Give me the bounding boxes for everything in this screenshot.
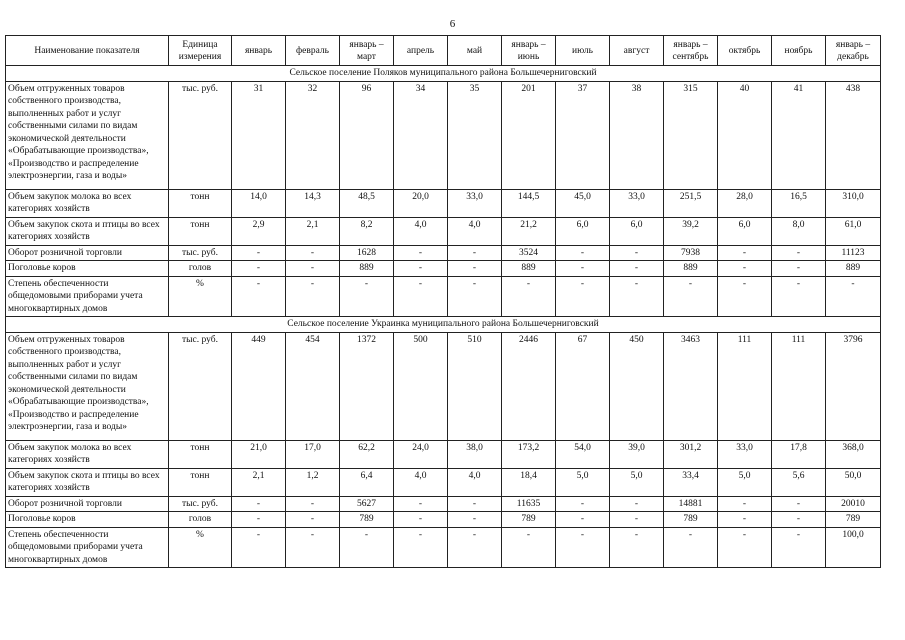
value-cell: - — [556, 527, 610, 568]
value-cell: 16,5 — [772, 189, 826, 217]
value-cell: - — [286, 496, 340, 512]
header-cell: Единица измерения — [169, 36, 232, 66]
value-cell: 5,0 — [718, 468, 772, 496]
value-cell: 5,6 — [772, 468, 826, 496]
value-cell: 173,2 — [502, 440, 556, 468]
value-cell: - — [772, 496, 826, 512]
value-cell: 11635 — [502, 496, 556, 512]
value-cell: - — [664, 276, 718, 317]
header-cell: Наименование показателя — [6, 36, 169, 66]
value-cell: 438 — [826, 81, 881, 189]
value-cell: - — [286, 276, 340, 317]
table-row — [6, 189, 881, 217]
value-cell: - — [718, 512, 772, 528]
table-body — [6, 66, 881, 568]
value-cell: 40 — [718, 81, 772, 189]
unit-cell: тонн — [169, 468, 232, 496]
value-cell: 251,5 — [664, 189, 718, 217]
header-cell: январь – март — [340, 36, 394, 66]
value-cell: - — [556, 245, 610, 261]
value-cell: - — [826, 276, 881, 317]
value-cell: - — [394, 276, 448, 317]
value-cell: 4,0 — [394, 217, 448, 245]
value-cell: 889 — [664, 261, 718, 277]
value-cell: 8,2 — [340, 217, 394, 245]
value-cell: 111 — [772, 332, 826, 440]
value-cell: 39,0 — [610, 440, 664, 468]
table-row — [6, 527, 881, 568]
indicator-name: Объем отгруженных товаров собственного производства, выполненных работ и услуг собственными силами по видам экономической деятельности «Обрабатывающие производства», «Производство и распределение электроэнергии, газа и воды» — [6, 332, 169, 440]
table-row — [6, 468, 881, 496]
value-cell: 18,4 — [502, 468, 556, 496]
value-cell: 35 — [448, 81, 502, 189]
indicator-name: Объем закупок молока во всех категориях хозяйств — [6, 189, 169, 217]
value-cell: - — [610, 527, 664, 568]
value-cell: - — [286, 261, 340, 277]
table-row — [6, 261, 881, 277]
indicator-name: Поголовье коров — [6, 261, 169, 277]
value-cell: - — [772, 512, 826, 528]
value-cell: - — [772, 245, 826, 261]
value-cell: - — [556, 496, 610, 512]
indicator-name: Оборот розничной торговли — [6, 245, 169, 261]
header-cell: февраль — [286, 36, 340, 66]
value-cell: 5627 — [340, 496, 394, 512]
value-cell: - — [556, 261, 610, 277]
value-cell: 889 — [826, 261, 881, 277]
value-cell: 4,0 — [448, 217, 502, 245]
table-row — [6, 276, 881, 317]
value-cell: - — [610, 276, 664, 317]
unit-cell: голов — [169, 261, 232, 277]
header-cell: январь — [232, 36, 286, 66]
value-cell: 50,0 — [826, 468, 881, 496]
value-cell: 28,0 — [718, 189, 772, 217]
value-cell: - — [502, 527, 556, 568]
value-cell: 3463 — [664, 332, 718, 440]
value-cell: 21,0 — [232, 440, 286, 468]
header-cell: август — [610, 36, 664, 66]
value-cell: 96 — [340, 81, 394, 189]
value-cell: 1,2 — [286, 468, 340, 496]
header-cell: май — [448, 36, 502, 66]
value-cell: 789 — [502, 512, 556, 528]
value-cell: 2446 — [502, 332, 556, 440]
value-cell: - — [718, 276, 772, 317]
table-row — [6, 245, 881, 261]
value-cell: 3524 — [502, 245, 556, 261]
section-title: Сельское поселение Украинка муниципального района Большечерниговский — [6, 317, 881, 333]
value-cell: 67 — [556, 332, 610, 440]
header-cell: октябрь — [718, 36, 772, 66]
indicator-name: Объем закупок молока во всех категориях хозяйств — [6, 440, 169, 468]
value-cell: 48,5 — [340, 189, 394, 217]
indicator-name: Степень обеспеченности общедомовыми приборами учета многоквартирных домов — [6, 276, 169, 317]
indicator-name: Поголовье коров — [6, 512, 169, 528]
value-cell: - — [610, 496, 664, 512]
section-title: Сельское поселение Поляков муниципального района Большечерниговский — [6, 66, 881, 82]
header-row — [6, 36, 881, 66]
section-title-row — [6, 317, 881, 333]
unit-cell: тыс. руб. — [169, 496, 232, 512]
indicator-name: Объем закупок скота и птицы во всех категориях хозяйств — [6, 217, 169, 245]
table-row — [6, 81, 881, 189]
unit-cell: тонн — [169, 440, 232, 468]
value-cell: - — [448, 527, 502, 568]
header-cell: июль — [556, 36, 610, 66]
value-cell: - — [448, 496, 502, 512]
value-cell: 789 — [664, 512, 718, 528]
value-cell: - — [232, 245, 286, 261]
value-cell: - — [718, 245, 772, 261]
value-cell: 2,1 — [232, 468, 286, 496]
value-cell: - — [394, 261, 448, 277]
value-cell: - — [448, 512, 502, 528]
value-cell: - — [448, 276, 502, 317]
value-cell: 315 — [664, 81, 718, 189]
value-cell: 4,0 — [448, 468, 502, 496]
value-cell: - — [232, 496, 286, 512]
indicator-name: Объем закупок скота и птицы во всех категориях хозяйств — [6, 468, 169, 496]
unit-cell: % — [169, 276, 232, 317]
header-cell: апрель — [394, 36, 448, 66]
value-cell: 32 — [286, 81, 340, 189]
value-cell: 38 — [610, 81, 664, 189]
value-cell: 889 — [340, 261, 394, 277]
header-cell: январь – июнь — [502, 36, 556, 66]
value-cell: - — [610, 245, 664, 261]
value-cell: 2,1 — [286, 217, 340, 245]
value-cell: 449 — [232, 332, 286, 440]
header-cell: январь – сентябрь — [664, 36, 718, 66]
table-row — [6, 496, 881, 512]
value-cell: 454 — [286, 332, 340, 440]
value-cell: 5,0 — [610, 468, 664, 496]
value-cell: 21,2 — [502, 217, 556, 245]
value-cell: 33,0 — [718, 440, 772, 468]
value-cell: 789 — [826, 512, 881, 528]
table-row — [6, 332, 881, 440]
unit-cell: тыс. руб. — [169, 81, 232, 189]
value-cell: 20,0 — [394, 189, 448, 217]
value-cell: - — [232, 527, 286, 568]
value-cell: - — [394, 512, 448, 528]
value-cell: - — [718, 496, 772, 512]
value-cell: - — [772, 527, 826, 568]
value-cell: 41 — [772, 81, 826, 189]
value-cell: - — [232, 512, 286, 528]
value-cell: 2,9 — [232, 217, 286, 245]
value-cell: - — [664, 527, 718, 568]
value-cell: 310,0 — [826, 189, 881, 217]
value-cell: 144,5 — [502, 189, 556, 217]
value-cell: - — [772, 261, 826, 277]
value-cell: - — [340, 527, 394, 568]
value-cell: 6,0 — [610, 217, 664, 245]
value-cell: 33,4 — [664, 468, 718, 496]
value-cell: - — [394, 245, 448, 261]
value-cell: - — [232, 261, 286, 277]
header-cell: январь – декабрь — [826, 36, 881, 66]
value-cell: 39,2 — [664, 217, 718, 245]
value-cell: 510 — [448, 332, 502, 440]
value-cell: 5,0 — [556, 468, 610, 496]
value-cell: 368,0 — [826, 440, 881, 468]
value-cell: 450 — [610, 332, 664, 440]
value-cell: 111 — [718, 332, 772, 440]
value-cell: - — [394, 496, 448, 512]
unit-cell: тыс. руб. — [169, 245, 232, 261]
value-cell: 14,0 — [232, 189, 286, 217]
value-cell: - — [610, 261, 664, 277]
value-cell: - — [286, 512, 340, 528]
table-row — [6, 512, 881, 528]
value-cell: - — [556, 512, 610, 528]
value-cell: - — [286, 245, 340, 261]
value-cell: 20010 — [826, 496, 881, 512]
value-cell: 6,0 — [556, 217, 610, 245]
indicators-table — [5, 35, 881, 568]
value-cell: 889 — [502, 261, 556, 277]
unit-cell: тыс. руб. — [169, 332, 232, 440]
value-cell: - — [286, 527, 340, 568]
value-cell: 100,0 — [826, 527, 881, 568]
value-cell: 14881 — [664, 496, 718, 512]
value-cell: 33,0 — [610, 189, 664, 217]
value-cell: 3796 — [826, 332, 881, 440]
value-cell: 61,0 — [826, 217, 881, 245]
value-cell: 34 — [394, 81, 448, 189]
indicator-name: Оборот розничной торговли — [6, 496, 169, 512]
value-cell: - — [232, 276, 286, 317]
value-cell: 1628 — [340, 245, 394, 261]
value-cell: 17,8 — [772, 440, 826, 468]
indicator-name: Степень обеспеченности общедомовыми приборами учета многоквартирных домов — [6, 527, 169, 568]
value-cell: 11123 — [826, 245, 881, 261]
value-cell: 6,0 — [718, 217, 772, 245]
section-title-row — [6, 66, 881, 82]
value-cell: 17,0 — [286, 440, 340, 468]
value-cell: 301,2 — [664, 440, 718, 468]
header-cell: ноябрь — [772, 36, 826, 66]
value-cell: - — [556, 276, 610, 317]
value-cell: 14,3 — [286, 189, 340, 217]
value-cell: 45,0 — [556, 189, 610, 217]
value-cell: 7938 — [664, 245, 718, 261]
indicator-name: Объем отгруженных товаров собственного производства, выполненных работ и услуг собственными силами по видам экономической деятельности «Обрабатывающие производства», «Производство и распределение электроэнергии, газа и воды» — [6, 81, 169, 189]
value-cell: - — [448, 261, 502, 277]
value-cell: 4,0 — [394, 468, 448, 496]
unit-cell: тонн — [169, 189, 232, 217]
unit-cell: тонн — [169, 217, 232, 245]
value-cell: - — [718, 261, 772, 277]
value-cell: 500 — [394, 332, 448, 440]
unit-cell: % — [169, 527, 232, 568]
value-cell: 8,0 — [772, 217, 826, 245]
value-cell: - — [340, 276, 394, 317]
value-cell: 6,4 — [340, 468, 394, 496]
value-cell: 24,0 — [394, 440, 448, 468]
value-cell: - — [502, 276, 556, 317]
value-cell: - — [448, 245, 502, 261]
value-cell: - — [610, 512, 664, 528]
unit-cell: голов — [169, 512, 232, 528]
value-cell: 201 — [502, 81, 556, 189]
value-cell: 37 — [556, 81, 610, 189]
page-number: 6 — [449, 18, 456, 30]
value-cell: - — [772, 276, 826, 317]
value-cell: 38,0 — [448, 440, 502, 468]
value-cell: 31 — [232, 81, 286, 189]
value-cell: 54,0 — [556, 440, 610, 468]
value-cell: 1372 — [340, 332, 394, 440]
table-row — [6, 440, 881, 468]
value-cell: - — [394, 527, 448, 568]
table-row — [6, 217, 881, 245]
value-cell: 789 — [340, 512, 394, 528]
value-cell: 33,0 — [448, 189, 502, 217]
value-cell: 62,2 — [340, 440, 394, 468]
value-cell: - — [718, 527, 772, 568]
